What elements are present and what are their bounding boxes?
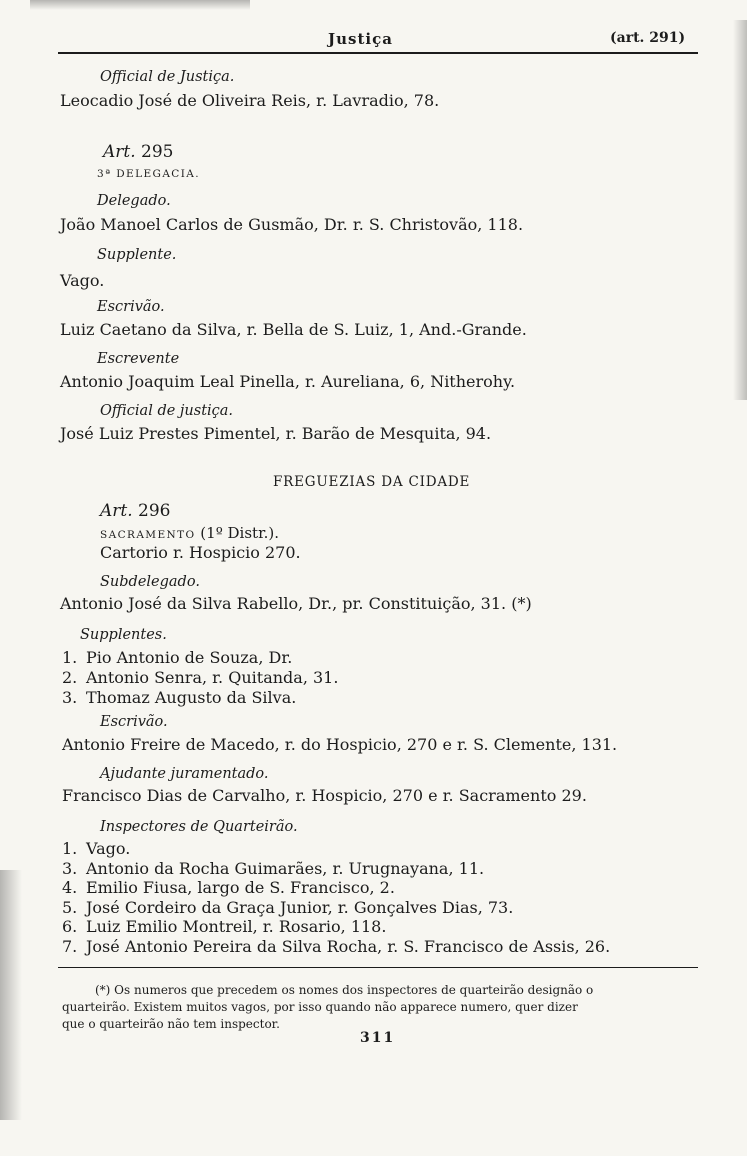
scan-edge-right	[733, 20, 747, 400]
escrevente-label: Escrevente	[97, 351, 180, 367]
art296-number: 296	[138, 501, 171, 521]
footnote-line-1: (*) Os numeros que precedem os nomes dos inspectores de quarteirão designão o	[95, 983, 594, 997]
supplentes-label: Supplentes.	[80, 627, 167, 643]
supplente-item-number: 3.	[62, 688, 78, 707]
inspector-item	[62, 878, 395, 897]
ajudante-entry: Francisco Dias de Carvalho, r. Hospicio, 270 e r. Sacramento 29.	[62, 786, 587, 805]
supplente-entry: Vago.	[60, 271, 105, 290]
header-rule	[58, 52, 698, 54]
inspector-item-text: Antonio da Rocha Guimarães, r. Urugnayana, 11.	[86, 858, 485, 878]
escrivao-entry: Luiz Caetano da Silva, r. Bella de S. Luiz, 1, And.-Grande.	[60, 320, 527, 339]
supplente-item-text: Thomaz Augusto da Silva.	[86, 688, 297, 707]
inspectores-label: Inspectores de Quarteirão.	[100, 819, 298, 835]
scan-edge-top	[30, 0, 250, 10]
official-justica-label: Official de justiça.	[100, 403, 234, 419]
inspector-item-text: Vago.	[86, 839, 131, 858]
delegado-label: Delegado.	[97, 193, 171, 209]
art296-heading	[100, 501, 171, 521]
escrivao296-entry: Antonio Freire de Macedo, r. do Hospicio, 270 e r. S. Clemente, 131.	[62, 735, 618, 754]
inspector-item-number: 5.	[62, 897, 78, 917]
art296-sub-caps: SACRAMENTO	[100, 529, 196, 541]
inspector-item-text: Emilio Fiusa, largo de S. Francisco, 2.	[86, 878, 395, 897]
inspector-item-number: 6.	[62, 917, 78, 936]
inspector-item-text: José Antonio Pereira da Silva Rocha, r. S. Francisco de Assis, 26.	[86, 936, 611, 956]
running-head-title: Justiça	[328, 30, 393, 48]
ajudante-label: Ajudante juramentado.	[100, 766, 269, 782]
footnote-line-3: que o quarteirão não tem inspector.	[62, 1017, 280, 1031]
inspector-item	[62, 859, 484, 878]
supplente-item-number: 1.	[62, 648, 78, 667]
supplente-item	[62, 648, 292, 667]
running-head-article: (art. 291)	[610, 30, 686, 46]
art295-sub: 3ª DELEGACIA.	[97, 168, 200, 180]
inspector-item	[62, 937, 610, 956]
inspector-item-number: 4.	[62, 878, 78, 897]
inspector-item-number: 7.	[62, 936, 78, 956]
subdelegado-label: Subdelegado.	[100, 574, 200, 590]
supplente-item	[62, 668, 338, 687]
supplente-item-number: 2.	[62, 668, 78, 687]
footnote-line-2: quarteirão. Existem muitos vagos, por isso quando não apparece numero, quer dizer	[62, 1000, 578, 1014]
official-entry: Leocadio José de Oliveira Reis, r. Lavradio, 78.	[60, 91, 440, 110]
inspector-item	[62, 839, 130, 858]
escrivao296-label: Escrivão.	[100, 714, 168, 730]
art296-prefix: Art.	[100, 501, 133, 521]
art295-heading	[103, 142, 174, 162]
inspector-item	[62, 917, 386, 936]
cartorio-line: Cartorio r. Hospicio 270.	[100, 543, 301, 562]
page-number: 311	[360, 1030, 396, 1046]
supplente-item-text: Pio Antonio de Souza, Dr.	[86, 648, 293, 667]
scan-edge-left	[0, 870, 22, 1120]
subdelegado-entry: Antonio José da Silva Rabello, Dr., pr. Constituição, 31. (*)	[60, 594, 532, 613]
supplente-item	[62, 688, 296, 707]
escrevente-entry: Antonio Joaquim Leal Pinella, r. Aureliana, 6, Nitherohy.	[60, 372, 516, 391]
footnote-rule	[58, 967, 698, 968]
art296-sub	[100, 524, 279, 542]
official-label: Official de Justiça.	[100, 69, 235, 85]
delegado-entry: João Manoel Carlos de Gusmão, Dr. r. S. Christovão, 118.	[60, 215, 524, 234]
supplente-label: Supplente.	[97, 247, 177, 263]
art295-prefix: Art.	[103, 142, 136, 162]
official-justica-entry: José Luiz Prestes Pimentel, r. Barão de Mesquita, 94.	[60, 424, 492, 443]
inspector-item-text: Luiz Emilio Montreil, r. Rosario, 118.	[86, 917, 387, 936]
art295-number: 295	[141, 142, 174, 162]
supplente-item-text: Antonio Senra, r. Quitanda, 31.	[86, 668, 339, 687]
inspector-item	[62, 898, 513, 917]
escrivao-label: Escrivão.	[97, 299, 165, 315]
freguezias-title: FREGUEZIAS DA CIDADE	[273, 474, 471, 490]
art296-sub-rest: (1º Distr.).	[200, 524, 279, 542]
inspector-item-text: José Cordeiro da Graça Junior, r. Gonçalves Dias, 73.	[86, 897, 514, 917]
inspector-item-number: 1.	[62, 839, 78, 858]
inspector-item-number: 3.	[62, 858, 78, 878]
